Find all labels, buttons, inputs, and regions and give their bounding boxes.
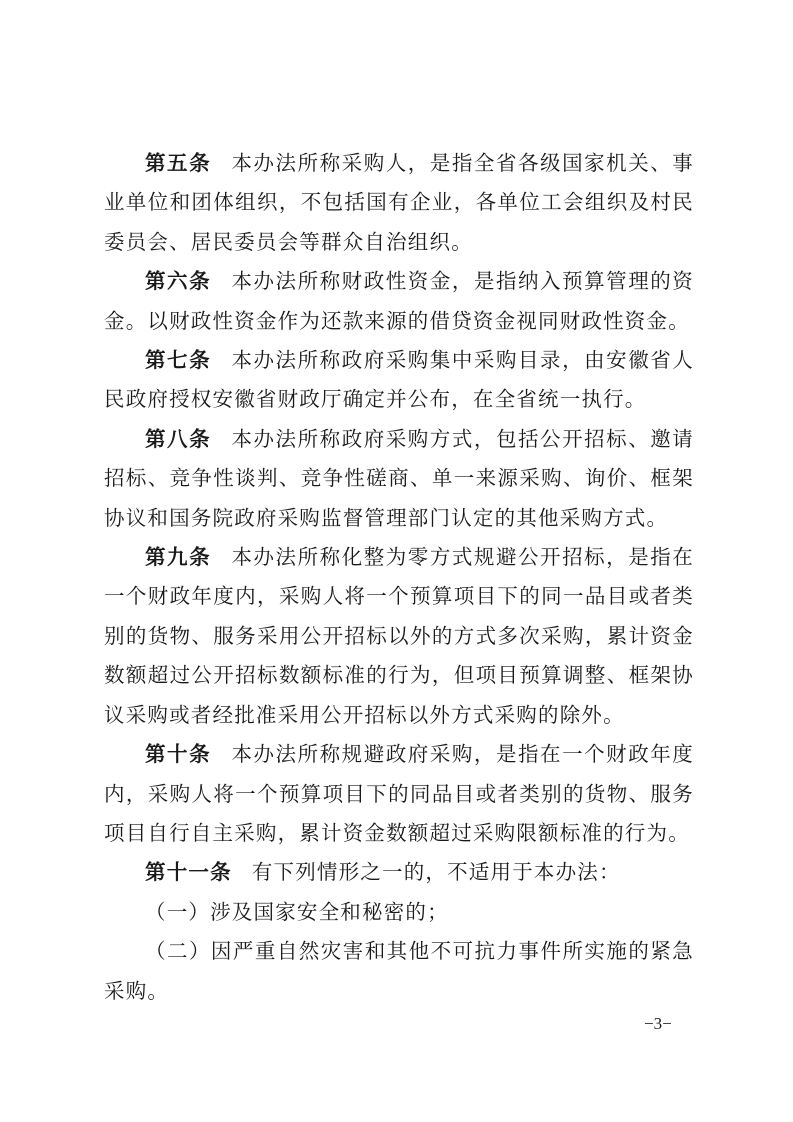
article-10-paragraph bbox=[104, 735, 694, 853]
article-text: 本办法所称财政性资金，是指纳入预算管理的资金。以财政性资金作为还款来源的借贷资金视同财政性资金。 bbox=[104, 269, 694, 333]
article-text: 有下列情形之一的，不适用于本办法： bbox=[251, 860, 621, 885]
article-9-paragraph bbox=[104, 538, 694, 735]
clause-item-1 bbox=[104, 893, 694, 932]
clause-item-2 bbox=[104, 932, 694, 1011]
article-8-paragraph bbox=[104, 420, 694, 538]
article-5-paragraph bbox=[104, 144, 694, 262]
article-heading: 第五条 bbox=[145, 151, 212, 175]
article-text: 本办法所称化整为零方式规避公开招标，是指在一个财政年度内，采购人将一个预算项目下的同一品目或者类别的货物、服务采用公开招标以外的方式多次采购，累计资金数额超过公开招标数额标准的行为，但项目预算调整、框架协议采购或者经批准采用公开招标以外方式采购的除外。 bbox=[104, 545, 694, 727]
article-6-paragraph bbox=[104, 262, 694, 341]
article-heading: 第七条 bbox=[145, 348, 212, 373]
article-text: 本办法所称政府采购方式，包括公开招标、邀请招标、竞争性谈判、竞争性磋商、单一来源采购、询价、框架协议和国务院政府采购监督管理部门认定的其他采购方式。 bbox=[104, 426, 694, 530]
article-heading: 第六条 bbox=[145, 269, 212, 294]
article-heading: 第九条 bbox=[145, 545, 212, 570]
article-heading: 第十条 bbox=[145, 742, 212, 767]
page-number: −3− bbox=[644, 1014, 672, 1033]
article-heading: 第十一条 bbox=[145, 860, 232, 885]
document-body bbox=[104, 144, 694, 1011]
article-text: 本办法所称规避政府采购，是指在一个财政年度内，采购人将一个预算项目下的同品目或者类别的货物、服务项目自行自主采购，累计资金数额超过采购限额标准的行为。 bbox=[104, 742, 694, 845]
article-text: 本办法所称政府采购集中采购目录，由安徽省人民政府授权安徽省财政厅确定并公布，在全省统一执行。 bbox=[104, 348, 694, 412]
clause-text: （一）涉及国家安全和秘密的； bbox=[145, 899, 449, 924]
article-11-paragraph bbox=[104, 853, 694, 892]
article-text: 本办法所称采购人，是指全省各级国家机关、事业单位和团体组织，不包括国有企业，各单位工会组织及村民委员会、居民委员会等群众自治组织。 bbox=[104, 151, 694, 254]
clause-text: （二）因严重自然灾害和其他不可抗力事件所实施的紧急采购。 bbox=[104, 939, 694, 1003]
article-7-paragraph bbox=[104, 341, 694, 420]
article-heading: 第八条 bbox=[145, 426, 212, 451]
